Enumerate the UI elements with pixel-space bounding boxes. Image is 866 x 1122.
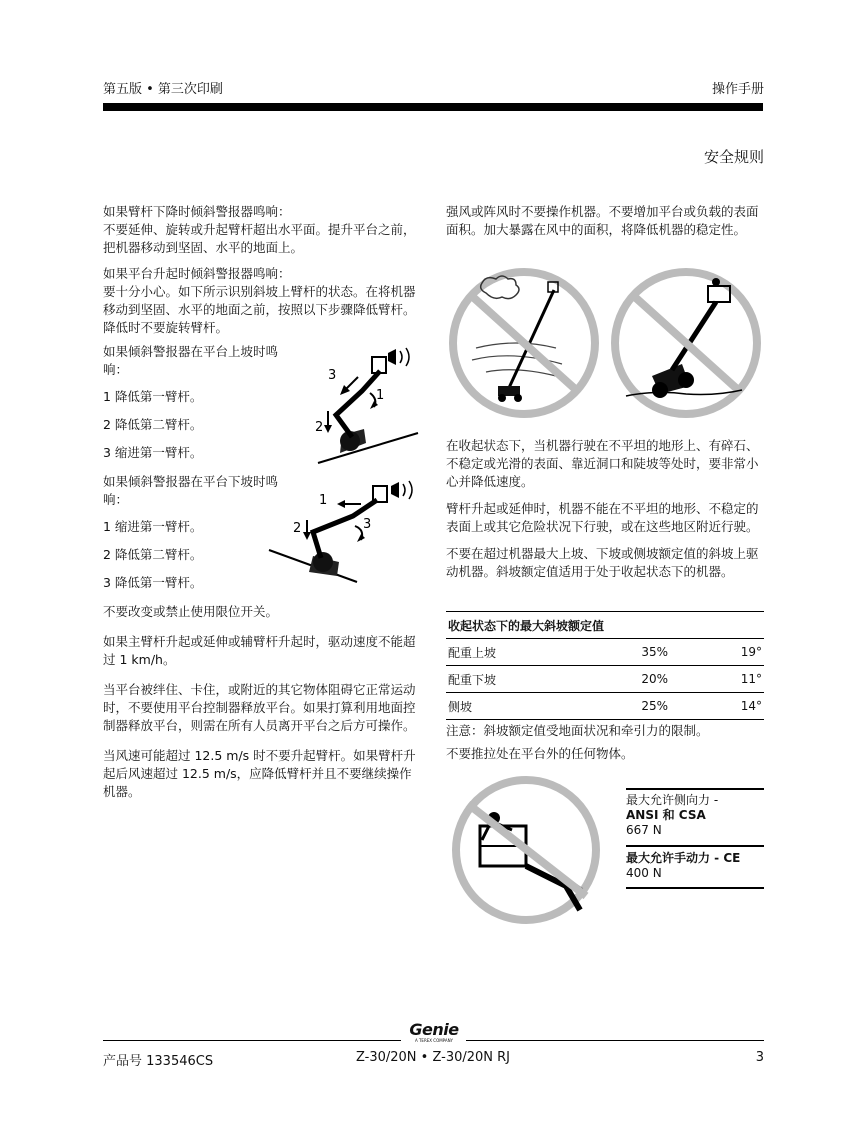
downhill-step-1: 1 缩进第一臂杆。 [103,519,203,534]
slope-row-degrees: 11° [670,666,764,693]
footer-page-number: 3 [755,1050,764,1065]
para-no-push-pull: 不要推拉处在平台外的任何物体。 [446,746,634,761]
uphill-step-2: 2 降低第二臂杆。 [103,417,203,432]
slope-row-degrees: 14° [670,693,764,720]
uphill-step-1: 1 降低第一臂杆。 [103,389,203,404]
force-ce-value: 400 N [626,866,662,880]
para-platform-caught: 当平台被绊住、卡住，或附近的其它物体阻碍它正常运动时，不要使用平台控制器释放平台。如果打算利用地面控制器释放平台，则需在所有人员离开平台之后方可操作。 [103,682,416,733]
uphill-boom-illustration [300,345,420,467]
force-ce-title: 最大允许手动力 - CE [626,851,741,865]
downhill-step-3: 3 降低第一臂杆。 [103,575,203,590]
no-push-pull-illustration [446,774,616,926]
para-strong-wind: 强风或阵风时不要操作机器。不要增加平台或负载的表面面积。加大暴露在风中的面积，将降低机器的稳定性。 [446,204,759,237]
force-rule-top [626,788,764,790]
footer-part-number: 产品号 133546CS [103,1054,214,1069]
para-boom-lower-alarm-head: 如果臂杆下降时倾斜警报器鸣响： [103,204,291,219]
uphill-label-2: 2 [315,420,324,435]
force-rule-bottom [626,887,764,889]
footer-rule-right [466,1040,764,1041]
slope-row-degrees: 19° [670,639,764,666]
uphill-step-3: 3 缩进第一臂杆。 [103,445,203,460]
slope-rating-table [446,611,764,720]
uphill-label-1: 1 [376,388,385,403]
downhill-label-3: 3 [363,517,372,532]
para-slope-rating: 不要在超过机器最大上坡、下坡或侧坡额定值的斜坡上驱动机器。斜坡额定值适用于处于收起状态下的机器。 [446,546,759,579]
force-rule-middle [626,845,764,847]
genie-logo [404,1022,464,1043]
downhill-label-2: 2 [293,521,302,536]
section-title: 安全规则 [703,148,764,166]
slope-note: 注意：斜坡额定值受地面状况和牵引力的限制。 [446,723,709,738]
force-block-ansi [626,793,764,838]
genie-logo-text: Genie [409,1020,459,1039]
no-wind-icon [453,272,595,414]
para-wind-speed: 当风速可能超过 12.5 m/s 时不要升起臂杆。如果臂杆升起后风速超过 12.5 m/s，应降低臂杆并且不要继续操作机器。 [103,748,416,799]
downhill-step-2: 2 降低第二臂杆。 [103,547,203,562]
force-ansi-standard: ANSI 和 CSA [626,808,706,822]
slope-table-title: 收起状态下的最大斜坡额定值 [446,612,764,639]
header-edition: 第五版 • 第三次印刷 [103,82,223,97]
slope-row-percent: 25% [606,693,670,720]
table-row [446,639,764,666]
header-rule [103,103,763,111]
header-manual: 操作手册 [711,82,764,97]
para-platform-raise-alarm-head: 如果平台升起时倾斜警报器鸣响： [103,266,291,281]
genie-logo-subtitle: A TEREX COMPANY [414,1038,454,1043]
para-limit-switch: 不要改变或禁止使用限位开关。 [103,604,279,619]
para-raised-no-drive: 臂杆升起或延伸时，机器不能在不平坦的地形、不稳定的表面上或其它危险状况下行驶，或在这些地区附近行驶。 [446,501,759,534]
left-column-lower [103,603,421,801]
slope-row-label: 配重上坡 [446,639,606,666]
uphill-intro: 如果倾斜警报器在平台上坡时鸣响： [103,344,279,377]
footer-model: Z-30/20N • Z-30/20N RJ [355,1050,511,1065]
para-stowed-rough-terrain: 在收起状态下，当机器行驶在不平坦的地形上、有碎石、不稳定或光滑的表面、靠近洞口和陡坡等处时，要非常小心并降低速度。 [446,438,759,489]
right-column-top [446,203,764,239]
wind-and-slope-warning-illustrations [446,268,766,418]
right-column-middle [446,437,764,581]
force-block-ce [626,851,764,881]
slope-row-percent: 35% [606,639,670,666]
slope-table-header [446,612,764,639]
para-platform-raise-alarm: 要十分小心。如下所示识别斜坡上臂杆的状态。在将机器移动到坚固、水平的地面之前，按照以下步骤降低臂杆。降低时不要旋转臂杆。 [103,284,416,335]
table-row [446,666,764,693]
para-drive-speed: 如果主臂杆升起或延伸或辅臂杆升起时，驱动速度不能超过 1 km/h。 [103,634,416,667]
slope-row-label: 侧坡 [446,693,606,720]
left-column [103,203,421,337]
downhill-intro: 如果倾斜警报器在平台下坡时鸣响： [103,474,279,507]
no-slope-drive-icon [615,272,757,414]
downhill-label-1: 1 [319,493,328,508]
downhill-boom-illustration [265,476,420,584]
slope-row-percent: 20% [606,666,670,693]
footer-rule-left [103,1040,401,1041]
table-row [446,693,764,720]
uphill-label-3: 3 [328,368,337,383]
para-boom-lower-alarm: 不要延伸、旋转或升起臂杆超出水平面。提升平台之前，把机器移动到坚固、水平的地面上。 [103,222,416,255]
force-ansi-value: 667 N [626,823,662,837]
force-ansi-title: 最大允许侧向力 - [626,793,719,807]
slope-row-label: 配重下坡 [446,666,606,693]
